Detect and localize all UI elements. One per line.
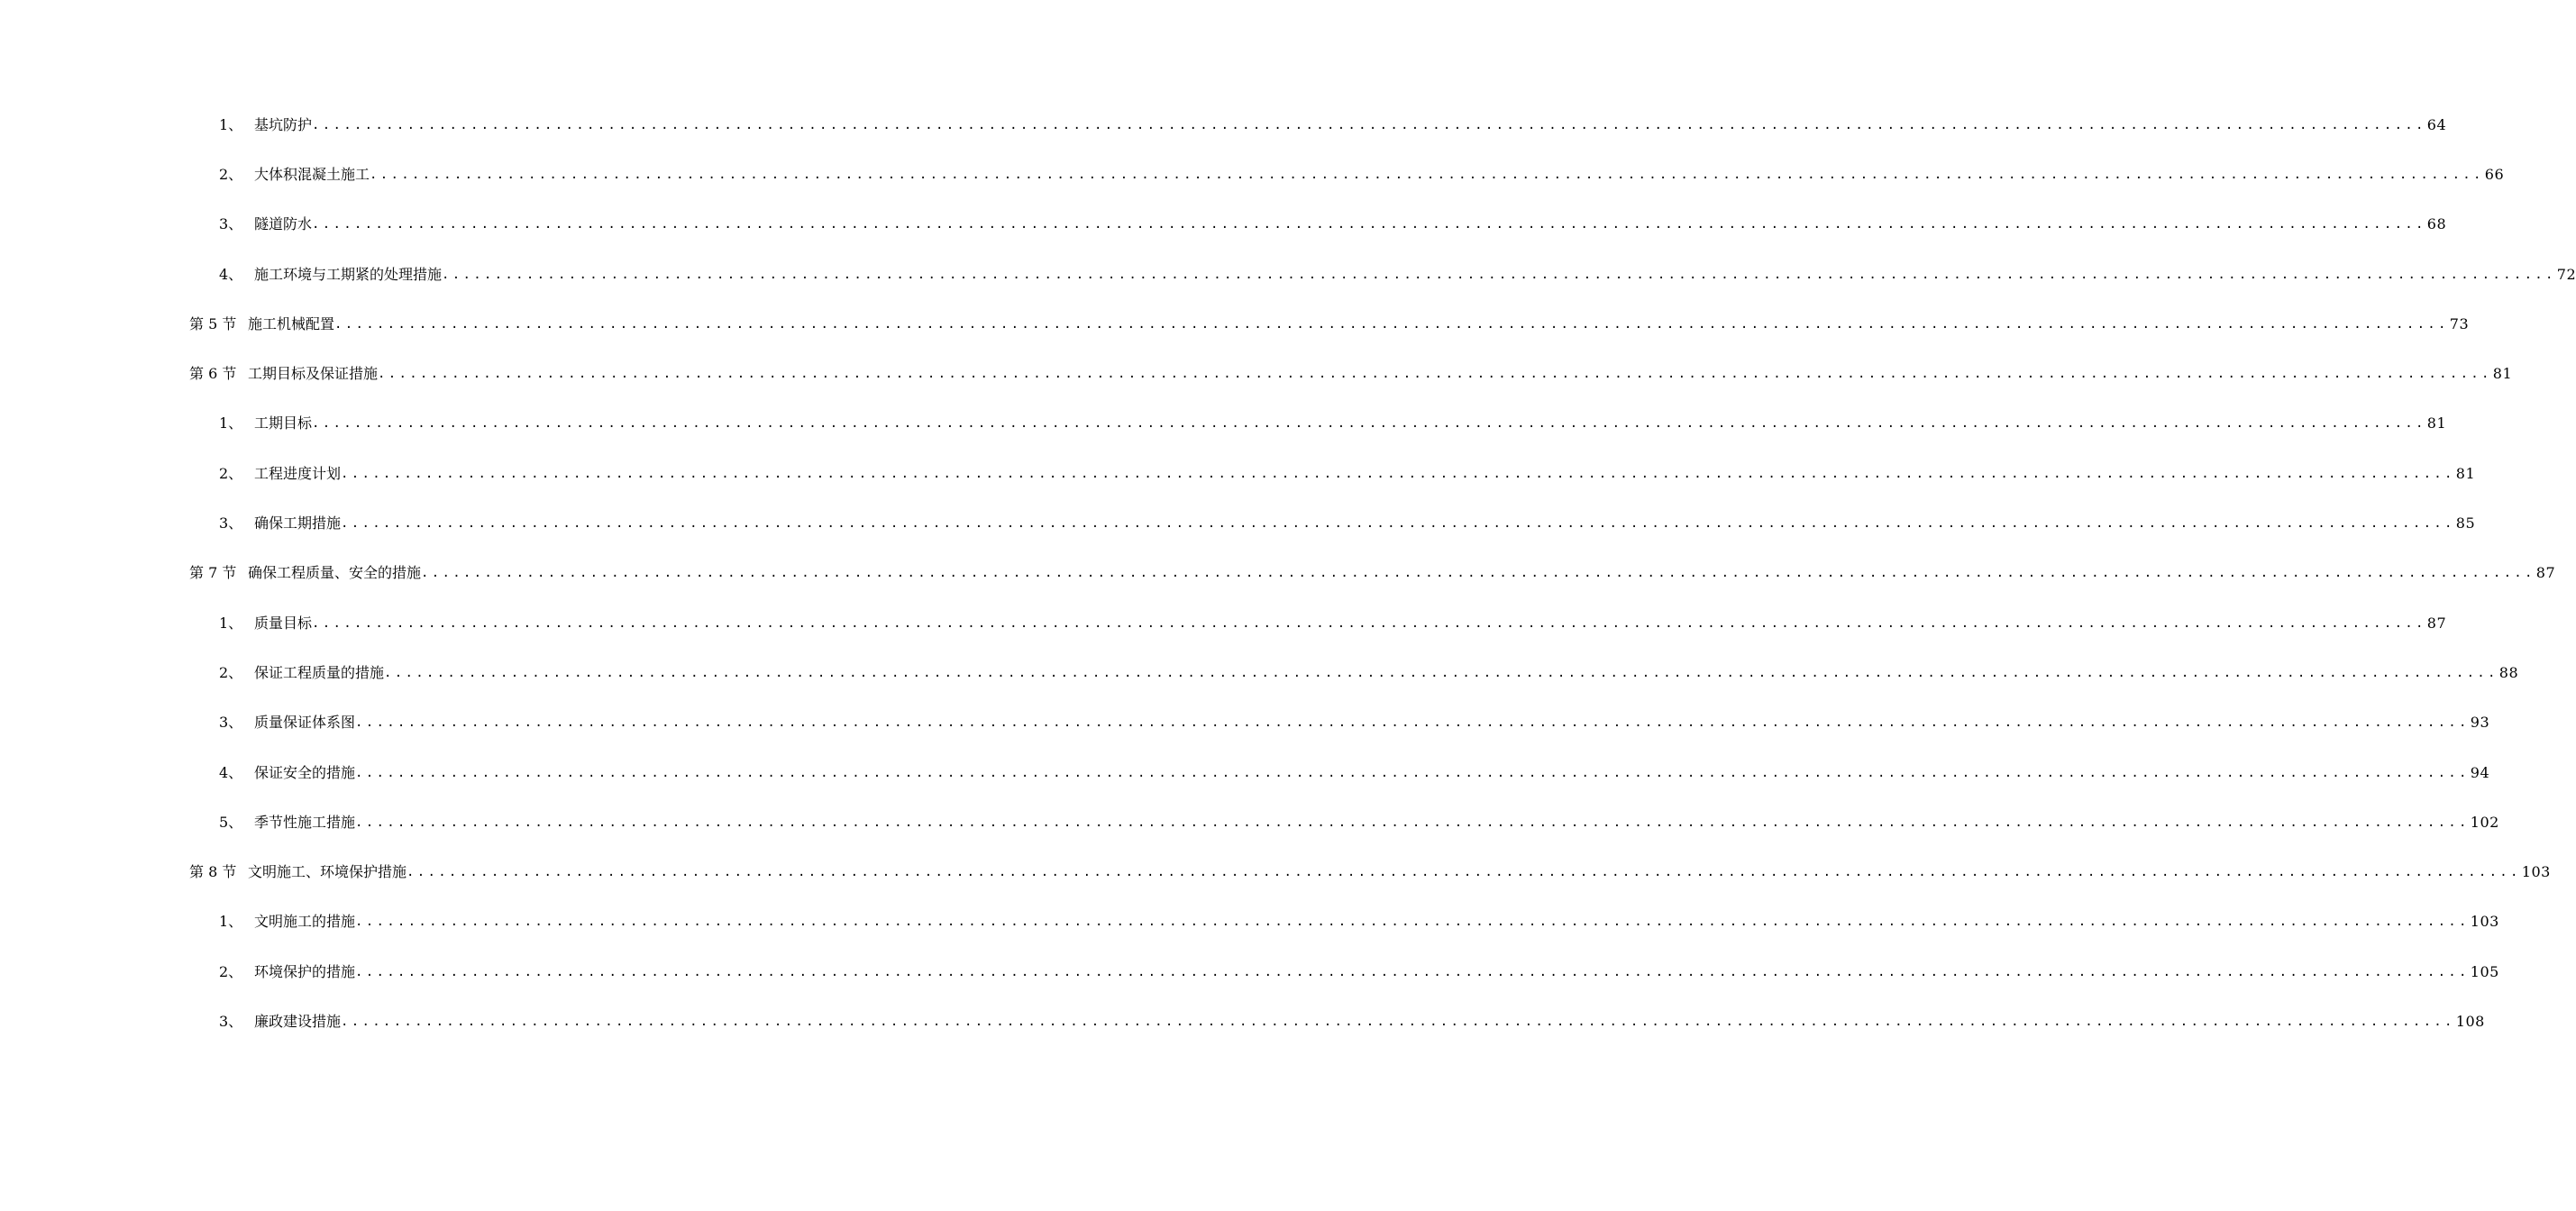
toc-entry-page: 103 — [2521, 863, 2551, 881]
toc-entry[interactable] — [0, 549, 2556, 598]
dot-leader: ........................................................................................................................................................................................................ — [312, 117, 2426, 132]
table-of-contents — [0, 100, 2576, 1047]
toc-entry-title: 工程进度计划 — [254, 464, 342, 482]
toc-entry-number: 3、 — [219, 714, 243, 732]
toc-entry-number: 第 8 节 — [189, 863, 237, 881]
toc-entry-page: 81 — [2426, 414, 2447, 432]
dot-leader: ........................................................................................................................................................................................................ — [406, 865, 2521, 880]
toc-entry-number: 第 6 节 — [189, 365, 237, 383]
toc-entry-page: 103 — [2470, 913, 2499, 931]
toc-entry-page: 66 — [2484, 165, 2505, 183]
toc-entry-number: 第 7 节 — [189, 564, 237, 582]
toc-entry-number: 1、 — [219, 614, 243, 632]
dot-leader: ........................................................................................................................................................................................................ — [355, 915, 2470, 930]
toc-entry-title: 环境保护的措施 — [254, 962, 356, 980]
toc-entry[interactable] — [0, 349, 2513, 398]
dot-leader: ........................................................................................................................................................................................................ — [312, 416, 2426, 432]
toc-entry[interactable] — [0, 100, 2447, 150]
dot-leader: ........................................................................................................................................................................................................ — [355, 715, 2470, 731]
toc-entry[interactable] — [0, 947, 2499, 997]
toc-entry[interactable] — [0, 399, 2447, 449]
toc-entry-page: 88 — [2498, 663, 2519, 681]
toc-entry-number: 第 5 节 — [189, 314, 237, 332]
toc-entry-page: 73 — [2449, 314, 2470, 332]
dot-leader: ........................................................................................................................................................................................................ — [378, 367, 2492, 382]
dot-leader: ........................................................................................................................................................................................................ — [384, 665, 2498, 680]
toc-entry-page: 64 — [2426, 115, 2447, 133]
toc-entry-number: 1、 — [219, 913, 243, 931]
toc-entry-page: 87 — [2426, 614, 2447, 632]
toc-entry-number: 2、 — [219, 464, 243, 482]
toc-entry-number: 4、 — [219, 265, 243, 283]
toc-entry-page: 93 — [2470, 714, 2490, 732]
toc-entry[interactable] — [0, 598, 2447, 648]
toc-entry-title: 基坑防护 — [254, 115, 313, 133]
dot-leader: ........................................................................................................................................................................................................ — [355, 765, 2470, 780]
toc-entry-page: 81 — [2455, 464, 2476, 482]
dot-leader: ........................................................................................................................................................................................................ — [312, 615, 2426, 631]
toc-entry-page: 72 — [2556, 265, 2576, 283]
toc-entry-title: 季节性施工措施 — [254, 813, 356, 831]
dot-leader: ........................................................................................................................................................................................................ — [442, 267, 2556, 282]
toc-entry-title: 质量目标 — [254, 614, 313, 632]
toc-entry-number: 5、 — [219, 813, 243, 831]
toc-entry-title: 质量保证体系图 — [254, 714, 356, 732]
toc-entry-page: 102 — [2470, 813, 2499, 831]
toc-entry[interactable] — [0, 997, 2485, 1046]
toc-entry-title: 保证安全的措施 — [254, 763, 356, 781]
toc-entry-title: 廉政建设措施 — [254, 1012, 342, 1030]
toc-entry-page: 68 — [2426, 215, 2447, 233]
toc-entry-number: 1、 — [219, 115, 243, 133]
toc-entry-title: 工期目标 — [254, 414, 313, 432]
toc-entry-title: 确保工期措施 — [254, 514, 342, 533]
toc-entry[interactable] — [0, 648, 2519, 697]
toc-entry-number: 2、 — [219, 962, 243, 980]
toc-entry-title: 工期目标及保证措施 — [248, 365, 379, 383]
toc-entry-page: 108 — [2455, 1012, 2485, 1030]
toc-entry-number: 1、 — [219, 414, 243, 432]
toc-entry[interactable] — [0, 748, 2490, 797]
dot-leader: ........................................................................................................................................................................................................ — [421, 566, 2535, 581]
toc-entry-title: 保证工程质量的措施 — [254, 663, 385, 681]
toc-entry[interactable] — [0, 250, 2576, 299]
toc-entry-title: 施工机械配置 — [248, 314, 335, 332]
dot-leader: ........................................................................................................................................................................................................ — [341, 1014, 2455, 1029]
toc-entry[interactable] — [0, 200, 2447, 250]
dot-leader: ........................................................................................................................................................................................................ — [355, 815, 2470, 830]
toc-entry-title: 隧道防水 — [254, 215, 313, 233]
toc-entry[interactable] — [0, 449, 2476, 498]
dot-leader: ........................................................................................................................................................................................................ — [341, 516, 2455, 532]
dot-leader: ........................................................................................................................................................................................................ — [370, 167, 2484, 182]
toc-entry-title: 施工环境与工期紧的处理措施 — [254, 265, 443, 283]
dot-leader: ........................................................................................................................................................................................................ — [341, 466, 2455, 481]
toc-entry-number: 3、 — [219, 514, 243, 533]
toc-entry-page: 81 — [2492, 365, 2513, 383]
toc-entry-page: 94 — [2470, 763, 2490, 781]
toc-entry-number: 2、 — [219, 165, 243, 183]
toc-entry-page: 105 — [2470, 962, 2499, 980]
toc-entry-title: 文明施工、环境保护措施 — [248, 863, 407, 881]
toc-entry[interactable] — [0, 698, 2490, 748]
toc-entry-page: 87 — [2535, 564, 2556, 582]
toc-entry-title: 确保工程质量、安全的措施 — [248, 564, 422, 582]
toc-entry-number: 4、 — [219, 763, 243, 781]
toc-entry-title: 文明施工的措施 — [254, 913, 356, 931]
toc-entry[interactable] — [0, 299, 2470, 349]
toc-entry[interactable] — [0, 797, 2499, 847]
toc-entry-number: 3、 — [219, 1012, 243, 1030]
toc-entry-number: 3、 — [219, 215, 243, 233]
toc-entry-number: 2、 — [219, 663, 243, 681]
toc-entry[interactable] — [0, 150, 2505, 199]
toc-entry[interactable] — [0, 847, 2551, 897]
toc-entry[interactable] — [0, 498, 2476, 548]
dot-leader: ........................................................................................................................................................................................................ — [355, 964, 2470, 979]
toc-entry-title: 大体积混凝土施工 — [254, 165, 370, 183]
toc-entry[interactable] — [0, 897, 2499, 947]
dot-leader: ........................................................................................................................................................................................................ — [312, 217, 2426, 232]
dot-leader: ........................................................................................................................................................................................................ — [334, 316, 2449, 332]
toc-entry-page: 85 — [2455, 514, 2476, 533]
